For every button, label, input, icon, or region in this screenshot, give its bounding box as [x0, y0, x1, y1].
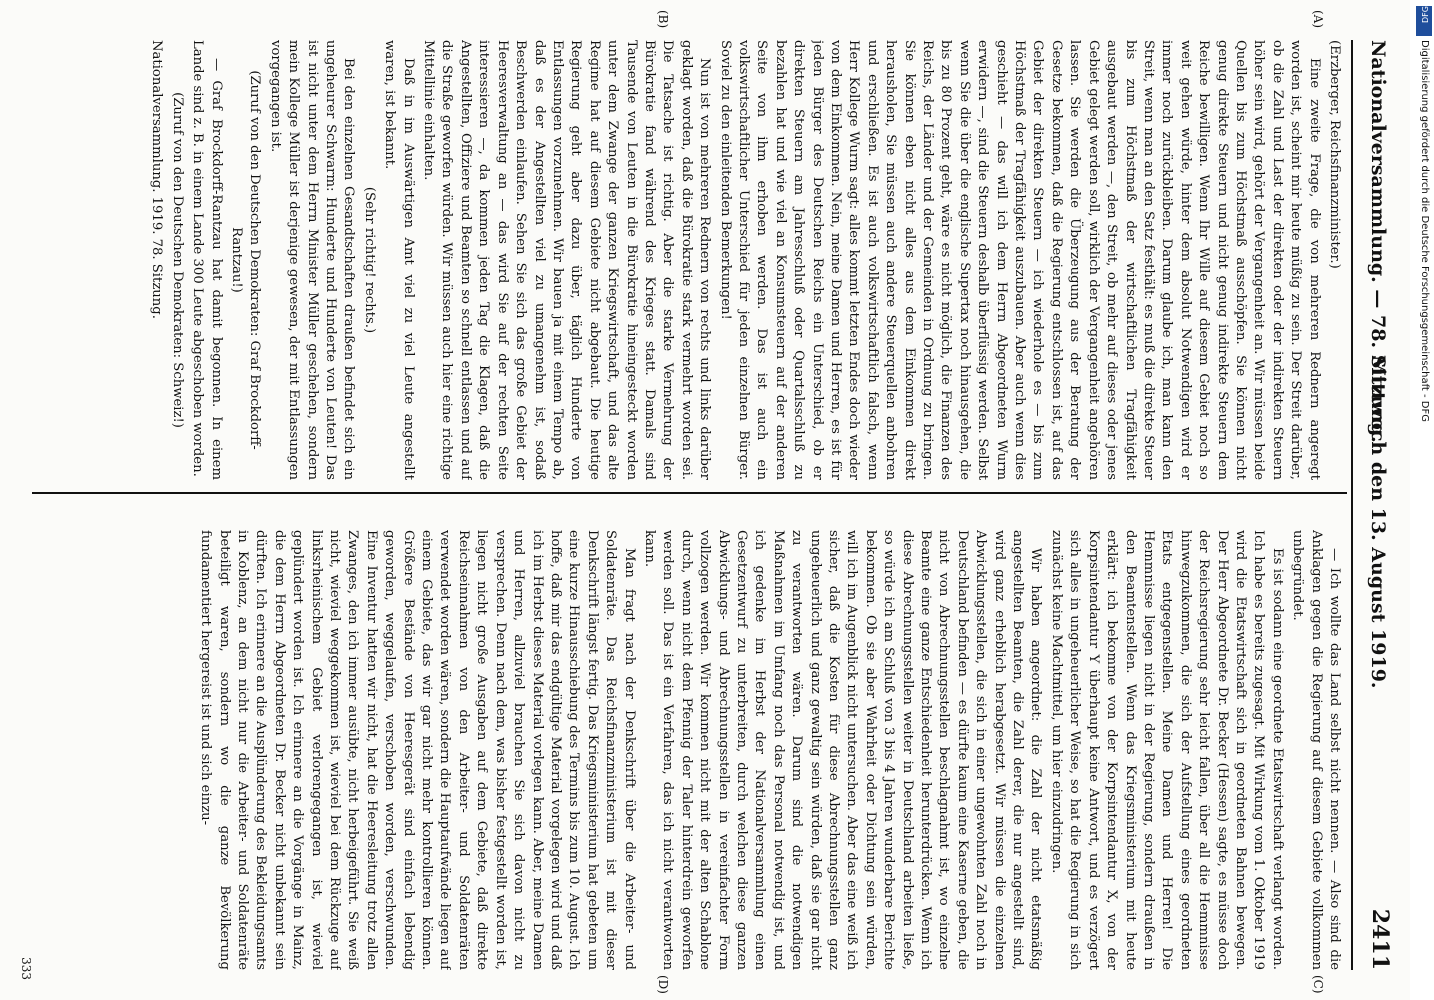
- column-divider: [32, 492, 1347, 494]
- paragraph: Wir haben angeordnet: die Zahl der nicht etatsmäßig angestellten Beamten, die Zahl derer, die nur angestellt sind, wird ganz erheblich herabgesetzt. Wir müssen die einzelnen Abwicklungsstellen, die sich in einer ungewohnten Zahl noch in Deutschland befinden — es dürfte kaum eine Kaserne geben, die nicht von Abrechnungsstellen beschlagnahmt ist, wo einzelne Beamte eine ganze Entschiedenheit herunterdrücken. Wenn ich diese Abrechnungsstellen weiter in Deutschland arbeiten ließe, so würde ich am Schluß von 3 bis 4 Jahren wunderbare Berichte bekommen. Ob sie aber Wahrheit oder Dichtung sein würden, will ich im Augenblick nicht untersuchen. Aber das eine weiß ich sicher, daß die Kosten für diese Abrechnungsstellen ganz ungeheuerlich und ganz gewaltig sein würden, daß sie gar nicht zu verantworten wären. Darum sind die notwendigen Maßnahmen im Umfang noch das Personal notwendig ist, und ich gedenke im Herbst der Nationalversammlung einen Gesetzentwurf zu unterbreiten, durch welchen diese ganzen Abwicklungs- und Abrechnungsstellen in vereinfachter Form vollzogen werden. Wir kommen nicht mit der alten Schablone durch, wenn nicht dem Pfennig der Taler hinterdrein geworfen werden soll. Das ist ein Verfahren, das ich nicht verantworten kann.: [641, 530, 1044, 970]
- dfg-logo-text: DFG: [1420, 6, 1430, 23]
- sheet-number: 333: [19, 957, 33, 980]
- footer-note: Nationalversammlung. 1919. 78. Sitzung.: [149, 40, 165, 319]
- rotated-document-page: [5, 0, 1405, 1000]
- paragraph: Bei den einzelnen Gesandtschaften draußen befindet sich ein ungeheurer Schwarm: Hunderte und Hunderte von Leuten! Das ist nicht unter dem Herrn Minister Müller geschehen, sondern mein Kollege Müller ist derjenige gewesen, der mit Entlassungen vorgegangen ist.: [267, 40, 357, 480]
- right-text-column: [33, 530, 1343, 970]
- dfg-logo: [1416, 6, 1432, 36]
- paragraph: Man fragt nach der Denkschrift über die Arbeiter- und Soldatenräte. Das Reichsfinanzministerium ist mit dieser Denkschrift längst fertig. Das Kriegsministerium hat gebeten um eine kurze Hinausschiebung des Termins bis zum 10. August. Ich hoffe, daß mir das endgültige Material vorgelegen wird und daß ich im Herbst dieses Material vorlegen kann. Aber, meine Damen und Herren, allzuviel brauchen Sie sich davon nicht zu versprechen. Denn nach dem, was bisher festgestellt worden ist, liegen nicht große Ausgaben auf dem Gebiete, daß direkte Reichseinnahmen von den Arbeiter- und Soldatenräten verwendet worden wären, sondern die Hauptaufwände liegen auf einem Gebiete, das wir gar nicht mehr kontrollieren können. Größere Bestände von Heeresgerät sind einfach lebendig geworden, weggelaufen, verschoben worden, verschwunden. Eine Inventur hatten wir nicht, hat die Heeresleitung trotz allen Zwanges, den ich immer ausübte, nicht herbeigeführt. Sie weiß nicht, wieviel weggekommen ist, wieviel bei dem Rückzuge auf linksrheinischem Gebiet verlorengegangen ist, wieviel geplündert worden ist. Ich erinnere an die Vorgänge in Mainz, die dem Herrn Abgeordneten Dr. Becker nicht unbekannt sein dürften. Ich erinnere an die Ausplünderung des Bekleidungsamts in Koblenz, an dem nicht nur die Arbeiter- und Soldatenräte beteiligt waren, sondern wo die ganze Bevölkerung fundamentiert hergereist ist und sich einzu-: [198, 530, 637, 970]
- digitization-credit: Digitalisierung gefördert durch die Deutsche Forschungsgemeinschaft - DFG: [1419, 40, 1430, 423]
- interjection: (Zuruf von den Deutschen Demokraten: Graf Brockdorff-Rantzau!): [229, 70, 263, 450]
- header-rule: [1351, 40, 1353, 970]
- paragraph: Nun ist von mehreren Rednern von rechts und links darüber geklagt worden, daß die Bürokratie stark vermehrt worden sei. Die Tatsache ist richtig. Aber die starke Vermehrung der Bürokratie fand während des Krieges statt. Damals sind Tausende von Leuten in die Bürokratie hineingesteckt worden unter dem Zwange der ganzen Kriegswirtschaft, und das alte Regime hat auf diesem Gebiete nicht abgebaut. Die heutige Regierung geht aber dazu über, täglich Hunderte von Entlassungen vorzunehmen. Wir bauen ja mit einem Tempo ab, daß es der Angestellten viel zu umangenehm ist, sodaß Beschwerden einlaufen. Sehen Sie sich das große Gebiet der Heeresverwaltung an — das wird Sie auf der rechten Seite interessieren —, da kommen jeden Tag die Klagen, daß die Angestellten, Offiziere und Beamten so schnell entlassen und auf die Straße geworfen würden. Wir müssen auch hier eine richtige Mittellinie einhalten.: [421, 40, 713, 480]
- page-header: [1353, 40, 1393, 970]
- interjection: (Sehr richtig! rechts.): [361, 186, 377, 334]
- margin-marker-d: (D): [656, 975, 670, 994]
- paragraph: Eine zweite Frage, die von mehreren Rednern angeregt worden ist, scheint mir heute müßig zu sein. Der Streit darüber, ob die Zahl und Last der direkten oder der indirekten Steuern höher sein wird, gehört der Vergangenheit an. Wir müssen beide Quellen bis zum Höchstmaß ausschöpfen. Sie können nicht genug direkte Steuern und nicht genug indirekte Steuern dem Reiche bewilligen. Wenn Ihr Wille auf diesem Gebiet noch so weit gehen würde, hinter dem absolut Notwendigen wird er immer noch zurückbleiben. Darum glaube ich, man kann den Streit, wenn man an den Satz festhält: es muß die direkte Steuer bis zum Höchstmaß der wirtschaftlichen Tragfähigkeit ausgebaut werden —, den Streit, ob mehr auf dieses oder jenes Gebiet gelegt werden soll, wirklich der Vergangenheit angehören lassen. Sie werden die Überzeugung aus der Beratung der Gesetze bekommen, daß die Regierung entschlossen ist, auf das Gebiet der direkten Steuern — ich wiederhole es — bis zum Höchstmaß der Tragfähigkeit auszubauen. Aber auch wenn dies geschieht — das will ich dem Herrn Abgeordneten Wurm erwidern —, sind die Steuern deshalb überflüssig werden. Selbst wenn Sie die über die englische Supertax noch hinausgehen, die bis zu 80 Prozent geht, wäre es nicht möglich, die Finanzen des Reichs, der Länder und der Gemeinden in Ordnung zu bringen. Sie können eben nicht alles aus dem Einkommen direkt herausholen, Sie müssen auch andere Steuerquellen anbohren und erschließen. Es ist auch volkswirtschaftlich falsch, wenn Herr Kollege Wurm sagt: alles kommt letzten Endes doch wieder von dem Einkommen. Nein, meine Damen und Herren, es ist für jeden Bürger des Deutschen Reichs ein Unterschied, ob er direkten Steuern am Jahresschluß oder Quartalsschluß zu bezahlen hat und wie viel an Konsumsteuern auf der anderen Seite von ihm erhoben werden. Das ist auch ein volkswirtschaftlicher Unterschied für jeden einzelnen Bürger. Soviel zu den einleitenden Bemerkungen!: [717, 40, 1322, 480]
- header-date: Mittwoch den 13. August 1919.: [1367, 355, 1389, 689]
- interjection: (Zuruf von den Deutschen Demokraten: Schweiz!): [169, 92, 185, 428]
- margin-marker-a: (A): [1311, 10, 1325, 29]
- left-text-column: [33, 40, 1343, 480]
- margin-marker-c: (C): [1311, 975, 1325, 994]
- paragraph: Daß in im Auswärtigen Amt viel zu viel Leute angestellt waren, ist bekannt.: [382, 40, 416, 480]
- paragraph: — Graf Brockdorff-Rantzau hat damit begonnen. In einem Lande sind z. B. in einem Lande 300 Leute abgeschoben worden.: [190, 40, 224, 480]
- header-page-number: 2411: [1367, 908, 1393, 970]
- paragraph: — Ich wollte das Land selbst nicht nennen. — Also sind die Anklagen gegen die Regierung auf diesem Gebiete vollkommen unbegründet.: [1290, 530, 1342, 970]
- margin-marker-b: (B): [656, 10, 670, 29]
- paragraph: Es ist sodann eine geordnete Etatswirtschaft verlangt worden. Ich habe es bereits zugesagt. Mit Wirkung vom 1. Oktober 1919 wird die Etatswirtschaft sich in geordneten Bahnen bewegen. Der Herr Abgeordnete Dr. Becker (Hessen) sagte, es müsse doch der Reichsregierung sehr leicht fallen, über all die Hemmnisse hinwegzukommen, die sich der Aufstellung eines geordneten Etats entgegenstellen. Meine Damen und Herren! Die Hemmnisse liegen nicht in der Regierung, sondern draußen in den Beamtenstellen. Wenn das Kriegsministerium mit heute erklärt: ich bekomme von der Korpsintendantur X, von der Korpsintendantur Y überhaupt keine Antwort, und es verzögert sich alles in ungeheuerlicher Weise, so hat die Regierung in sich zunächst keine Machtmittel, um hier einzudringen.: [1048, 530, 1285, 970]
- speaker-line: (Erzberger, Reichsfinanzminister.): [1327, 40, 1342, 269]
- header-session: Nationalversammlung. — 78. Sitzung.: [1367, 40, 1389, 443]
